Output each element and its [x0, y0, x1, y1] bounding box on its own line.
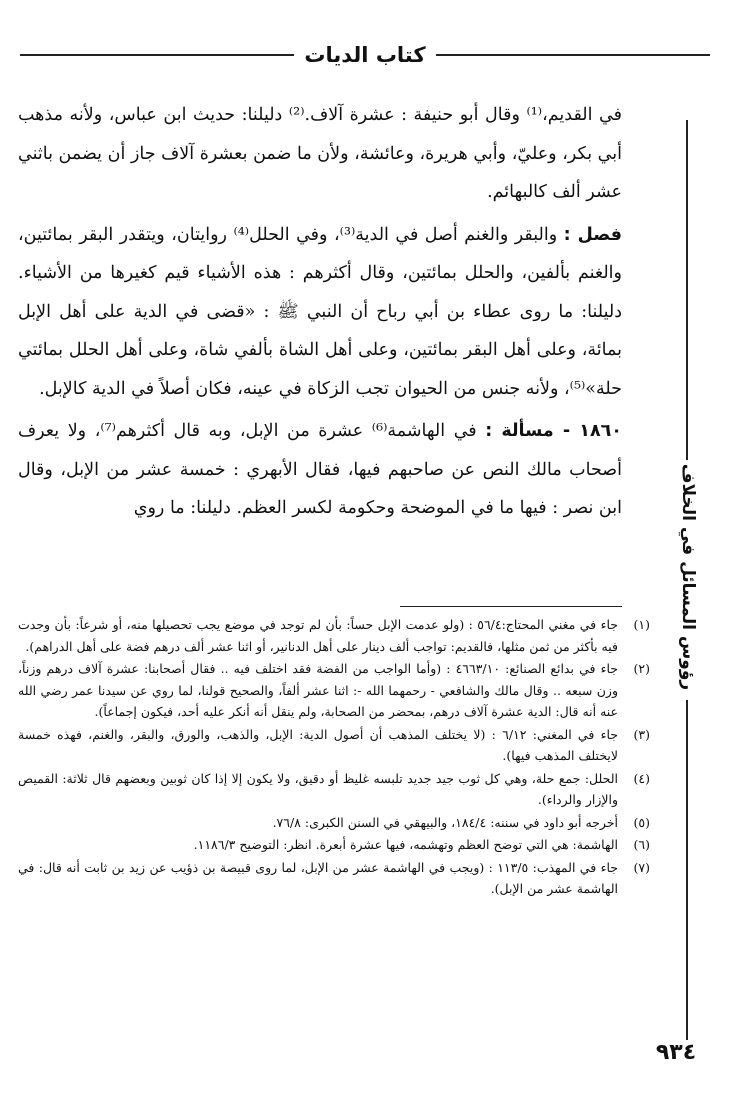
- footnote-number: (١): [633, 617, 650, 632]
- footnote-number: (٧): [633, 859, 650, 875]
- footnote-separator: [400, 606, 622, 607]
- footnote-text: الهاشمة: هي التي توضح العظم وتهشمه، فيها عشرة أبعرة. انظر: التوضيح ١١٨٦/٣.: [193, 837, 618, 852]
- footnote: [18, 768, 650, 811]
- footnote-number: (٢): [633, 661, 650, 676]
- footnote-text: جاء في بدائع الصنائع: ٤٦٦٣/١٠ : (وأما الواجب من الفضة فقد اختلف فيه .. فقال أصحابنا: عشرة آلاف درهم وزناً، وزن سبعه .. وقال مالك والشافعي - رحمهما الله -: اثنا عشر ألفاً، والصحيح قولنا، لما روي عن سيدنا عمر رضي الله عنه أنه قال: الدية عشرة آلاف درهم، بمحضر من الصحابة، ولم ينقل أنه أنكر عليه أحد، فيكون إجماعاً).: [18, 661, 618, 719]
- footnotes: [18, 614, 650, 901]
- book-title: رؤوس المسائل في الخلاف: [678, 463, 698, 691]
- footnote: [18, 857, 650, 900]
- side-rule-bottom: [686, 700, 688, 1040]
- header-rule-right: [436, 54, 710, 56]
- paragraph: فصل : والبقر والغنم أصل في الدية⁽³⁾، وفي الحلل⁽⁴⁾ روايتان، ويتقدر البقر بمائتين، والغنم بألفين، والحلل بمائتين، وقال أكثرهم : هذه الأشياء قيم كغيرها من الأشياء. دليلنا: ما روى عطاء بن أبي رباح أن النبي ﷺ : «قضى في الدية على أهل الإبل بمائة، وعلى أهل البقر بمائتين، وعلى أهل الشاة بألفي شاة، وعلى أهل الحلل بمائتي حلة»⁽⁵⁾، ولأنه جنس من الحيوان تجب الزكاة في عينه، فكان أصلاً في الدية كالإبل.: [18, 224, 623, 399]
- footnote-number: (٣): [633, 726, 650, 742]
- running-header: [20, 38, 710, 72]
- footnote-number: (٦): [633, 837, 650, 852]
- footnote: [18, 658, 650, 723]
- section-label: فصل :: [563, 224, 623, 245]
- footnote: [18, 614, 650, 657]
- footnote-text: جاء في المهذب: ١١٣/٥ : (ويجب في الهاشمة عشر من الإبل، لما روى قبيصة بن ذؤيب عن زيد بن ثابت أنه قال: في الهاشمة عشر من الإبل).: [18, 859, 618, 896]
- side-running-title: [658, 463, 718, 691]
- footnote-number: (٥): [633, 814, 650, 830]
- issue-label: ١٨٦٠ - مسألة :: [485, 421, 622, 441]
- page-number: ٩٣٤: [655, 1040, 697, 1065]
- footnote: [18, 812, 650, 834]
- footnote-text: جاء في مغني المحتاج:٥٦/٤ : (ولو عدمت الإبل حساً: بأن لم توجد في موضع يجب تحصيلها منه، أو شرعاً: بأن وجدت فيه بأكثر من ثمن مثلها، فالقديم: تواجب ألف دينار على أهل الدنانير، أو اثنا عشر ألف درهم فضة على أهل الدراهم).: [18, 617, 618, 654]
- paragraph: ١٨٦٠ - مسألة : في الهاشمة⁽⁶⁾ عشرة من الإبل، وبه قال أكثرهم⁽⁷⁾، ولا يعرف أصحاب مالك النص عن صاحبهم فيها، فقال الأبهري : خمسة عشر من الإبل، وقال ابن نصر : فيها ما في الموضحة وحكومة لكسر العظم. دليلنا: ما روي: [18, 421, 622, 518]
- footnote-number: (٤): [633, 770, 650, 786]
- main-text: [18, 96, 622, 532]
- footnote-text: أخرجه أبو داود في سننه: ١٨٤/٤، والبيهقي في السنن الكبرى: ٧٦/٨.: [272, 814, 618, 830]
- header-rule-left: [20, 54, 294, 56]
- footnote: [18, 834, 650, 856]
- footnote-text: الحلل: جمع حلة، وهي كل ثوب جيد جديد تلبسه غليظ أو دقيق، ولا يكون إلا إذا كان ثوبين وبعضهم قال ثلاثة: القميص والإزار والرداء).: [18, 770, 618, 807]
- footnote: [18, 724, 650, 767]
- side-rule-top: [686, 120, 688, 460]
- footnote-text: جاء في المغني: ٦/١٢ : (لا يختلف المذهب أن أصول الدية: الإبل، والذهب، والورق، والبقر، والغنم، فهذه خمسة لايختلف المذهب فيها).: [18, 726, 618, 763]
- chapter-title: كتاب الديات: [304, 43, 426, 67]
- paragraph: في القديم،⁽¹⁾ وقال أبو حنيفة : عشرة آلاف.⁽²⁾ دليلنا: حديث ابن عباس، ولأنه مذهب أبي بكر، وعليّ، وأبي هريرة، وعائشة، ولأن ما ضمن بعشرة آلاف جاز أن يضمن باثني عشر ألف كالبهائم.: [18, 105, 623, 202]
